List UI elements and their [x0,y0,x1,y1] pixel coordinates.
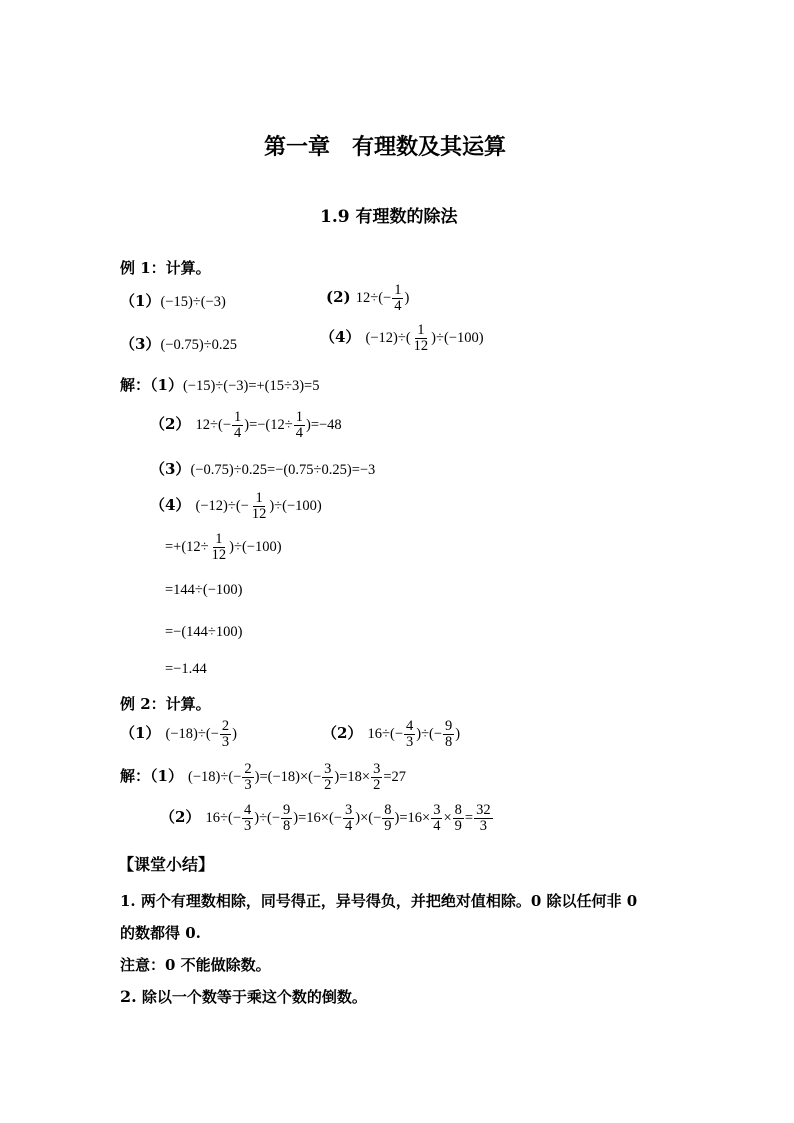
section-title: 1.9 有理数的除法 [320,207,458,227]
solution-1-part-1: 解：（1）(−15)÷(−3)=+(15÷3)=5 [120,376,320,394]
example-1-problem-4: （4） (−12)÷( $\frac{1}{12}$ )÷(−100) [320,322,484,355]
solution-1-part-4-step-2: =+(12÷ $\frac{1}{12}$ )÷(−100) [165,531,282,564]
summary-line-1: 1. 两个有理数相除，同号得正，异号得负，并把绝对值相除。0 除以任何非 0 [120,892,638,910]
example-2-problem-2: （2） 16÷(− $\frac{4}{3}$ )÷(− $\frac{9}{8}$ ) [322,718,461,751]
solution-1-part-4-step-3: =144÷(−100) [165,582,243,598]
example-1-problem-2: (2) 12÷(− $\frac{1}{4}$ ) [326,282,410,315]
example-1-heading: 例 1：计算。 [120,259,211,277]
example-2-heading: 例 2：计算。 [120,695,211,713]
example-1-problem-1: （1）(−15)÷(−3) [120,292,226,310]
example-2-problem-1: （1） (−18)÷(− $\frac{2}{3}$ ) [120,718,237,751]
solution-1-part-4-step-5: =−1.44 [165,661,207,677]
summary-note: 注意：0 不能做除数。 [120,956,271,974]
summary-heading: 【课堂小结】 [118,855,215,874]
solution-2-part-1: 解：（1） (−18)÷(− $\frac{2}{3}$ )=(−18)×(− $\frac{3}{2}$ )=18× $\frac{3}{2}$ =27 [120,761,407,794]
summary-line-3: 2. 除以一个数等于乘这个数的倒数。 [120,987,367,1006]
summary-line-2: 的数都得 0. [120,924,201,942]
solution-1-part-4-step-4: =−(144÷100) [165,624,243,640]
example-1-problem-3: （3）(−0.75)÷0.25 [120,335,237,353]
solution-1-part-2: （2） 12÷(− $\frac{1}{4}$ )=−(12÷ $\frac{1}{4}$ )=−48 [150,409,342,442]
chapter-title: 第一章 有理数及其运算 [264,134,507,160]
solution-1-part-3: （3）(−0.75)÷0.25=−(0.75÷0.25)=−3 [150,460,376,478]
solution-1-part-4: （4） (−12)÷(− $\frac{1}{12}$ )÷(−100) [150,490,322,523]
solution-2-part-2: （2） 16÷(− $\frac{4}{3}$ )÷(− $\frac{9}{8}$ )=16×(− $\frac{3}{4}$ )×(− $\frac{8}{9}$ )=16× $\frac{3}{4}$ × $\frac{8}{9}$ = $\frac{32}{3}$ [160,802,491,835]
